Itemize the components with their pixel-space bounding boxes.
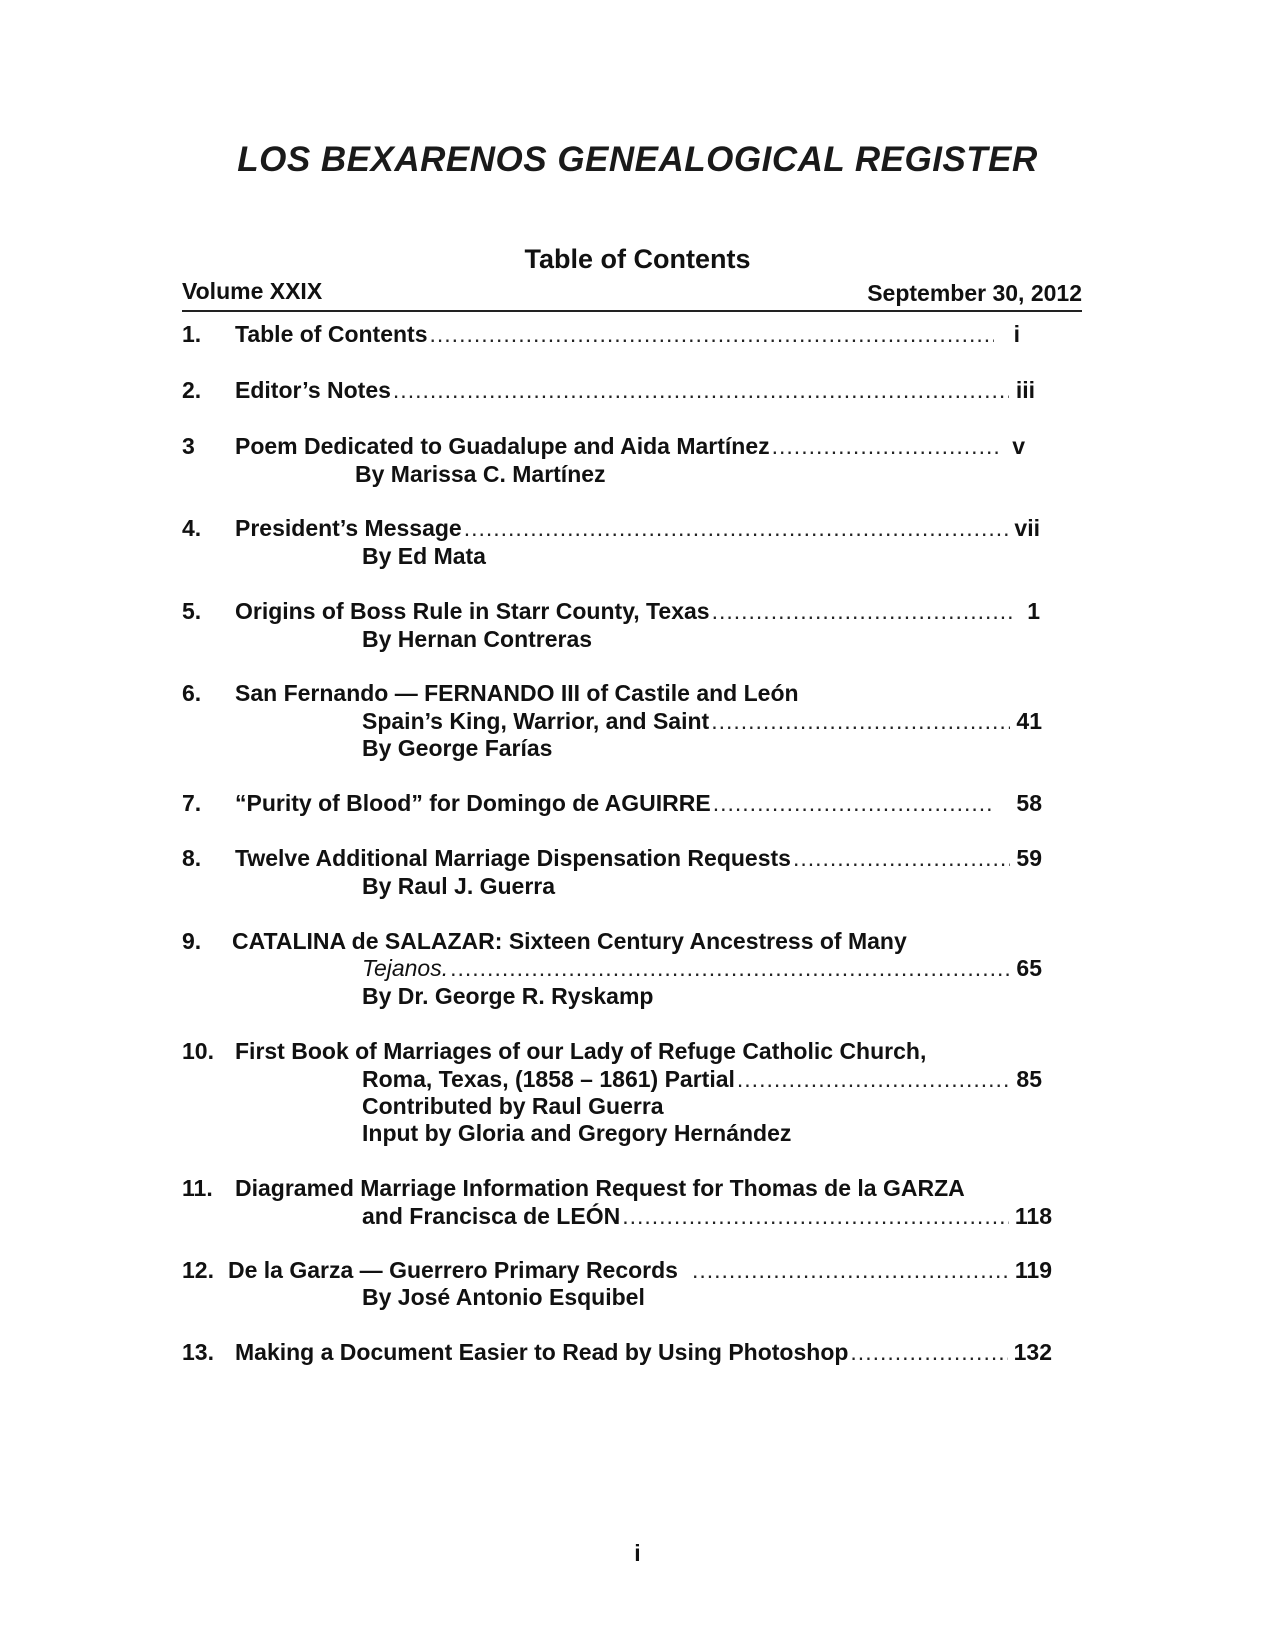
entry-title: Diagramed Marriage Information Request for Thomas de la GARZA <box>235 1175 965 1201</box>
entry-subtitle: and Francisca de LEÓN <box>362 1203 621 1229</box>
entry-number: 8. <box>182 845 202 871</box>
entry-number: 6. <box>182 680 202 706</box>
entry-page: 118 <box>1014 1203 1052 1229</box>
entry-author: By José Antonio Esquibel <box>362 1284 645 1310</box>
entry-line <box>362 1203 1052 1230</box>
entry-page: 58 <box>1016 790 1042 816</box>
leader-dots <box>430 321 994 348</box>
entry-author: By Dr. George R. Ryskamp <box>362 983 654 1009</box>
entry-line <box>235 321 1020 348</box>
entry-page: 119 <box>1014 1257 1052 1283</box>
leader-dots <box>793 845 1010 872</box>
entry-author: By Ed Mata <box>362 543 486 569</box>
leader-dots <box>713 790 993 817</box>
entry-title: Editor’s Notes <box>235 377 391 403</box>
entry-number: 2. <box>182 377 202 403</box>
entry-subtitle: Roma, Texas, (1858 – 1861) Partial <box>362 1066 735 1092</box>
toc-heading: Table of Contents <box>524 244 751 274</box>
entry-title: “Purity of Blood” for Domingo de AGUIRRE <box>235 790 711 816</box>
entry-page: v <box>1012 433 1025 459</box>
page-title: LOS BEXARENOS GENEALOGICAL REGISTER <box>237 140 1038 179</box>
entry-number: 1. <box>182 321 202 347</box>
entry-number: 10. <box>182 1038 214 1064</box>
entry-number: 9. <box>182 928 202 954</box>
entry-subtitle: Spain’s King, Warrior, and Saint <box>362 708 710 734</box>
entry-author: By Raul J. Guerra <box>362 873 556 899</box>
leader-dots <box>393 377 1009 404</box>
entry-line <box>228 1257 1052 1284</box>
entry-line <box>235 1339 1052 1366</box>
entry-page: i <box>1013 321 1020 347</box>
entry-author: By Marissa C. Martínez <box>355 461 606 487</box>
entry-line <box>362 708 1042 735</box>
leader-dots <box>737 1066 1011 1093</box>
entry-title: First Book of Marriages of our Lady of Refuge Catholic Church, <box>235 1038 927 1064</box>
entry-page: 85 <box>1016 1066 1042 1092</box>
entry-title: CATALINA de SALAZAR: Sixteen Century Ancestress of Many <box>232 928 907 954</box>
entry-title: Twelve Additional Marriage Dispensation Requests <box>235 845 791 871</box>
entry-page: vii <box>1014 515 1040 541</box>
entry-line <box>362 955 1042 982</box>
entry-line <box>235 377 1035 404</box>
entry-page: 65 <box>1016 955 1042 981</box>
entry-number: 11. <box>182 1175 213 1201</box>
entry-page: 59 <box>1016 845 1042 871</box>
entry-line <box>235 515 1040 542</box>
entry-line <box>235 598 1040 625</box>
entry-title: President’s Message <box>235 515 462 541</box>
entry-number: 4. <box>182 515 202 541</box>
entry-title: De la Garza — Guerrero Primary Records <box>228 1257 678 1283</box>
leader-dots <box>712 598 1014 625</box>
leader-dots <box>772 433 999 460</box>
volume-label: Volume XXIX <box>182 278 323 304</box>
entry-page: 132 <box>1013 1339 1052 1365</box>
entry-title: San Fernando — FERNANDO III of Castile and León <box>235 680 799 706</box>
entry-number: 12. <box>182 1257 214 1283</box>
leader-dots <box>622 1203 1009 1230</box>
entry-page: iii <box>1015 377 1035 403</box>
leader-dots <box>450 955 1010 982</box>
entry-author: Input by Gloria and Gregory Hernández <box>362 1120 792 1146</box>
entry-number: 3 <box>182 433 195 459</box>
volume-line <box>182 278 1082 312</box>
entry-author: Contributed by Raul Guerra <box>362 1093 664 1119</box>
entry-author: By Hernan Contreras <box>362 626 593 652</box>
entry-number: 13. <box>182 1339 214 1365</box>
entry-line <box>235 845 1042 872</box>
entry-line <box>362 1066 1042 1093</box>
leader-dots <box>464 515 1009 542</box>
page-number: i <box>634 1540 641 1566</box>
leader-dots <box>850 1339 1007 1366</box>
leader-dots <box>692 1257 1009 1284</box>
entry-page: 41 <box>1016 708 1042 734</box>
entry-title: Table of Contents <box>235 321 428 347</box>
entry-title: Making a Document Easier to Read by Using Photoshop <box>235 1339 849 1365</box>
entry-page: 1 <box>1027 598 1040 624</box>
issue-date: September 30, 2012 <box>867 280 1082 306</box>
entry-author: By George Farías <box>362 735 553 761</box>
entry-subtitle: Tejanos. <box>362 955 449 981</box>
entry-line <box>235 433 1025 460</box>
entry-title: Poem Dedicated to Guadalupe and Aida Martínez <box>235 433 770 459</box>
entry-number: 5. <box>182 598 202 624</box>
leader-dots <box>711 708 1010 735</box>
entry-line <box>235 790 1042 817</box>
entry-number: 7. <box>182 790 202 816</box>
entry-title: Origins of Boss Rule in Starr County, Texas <box>235 598 710 624</box>
